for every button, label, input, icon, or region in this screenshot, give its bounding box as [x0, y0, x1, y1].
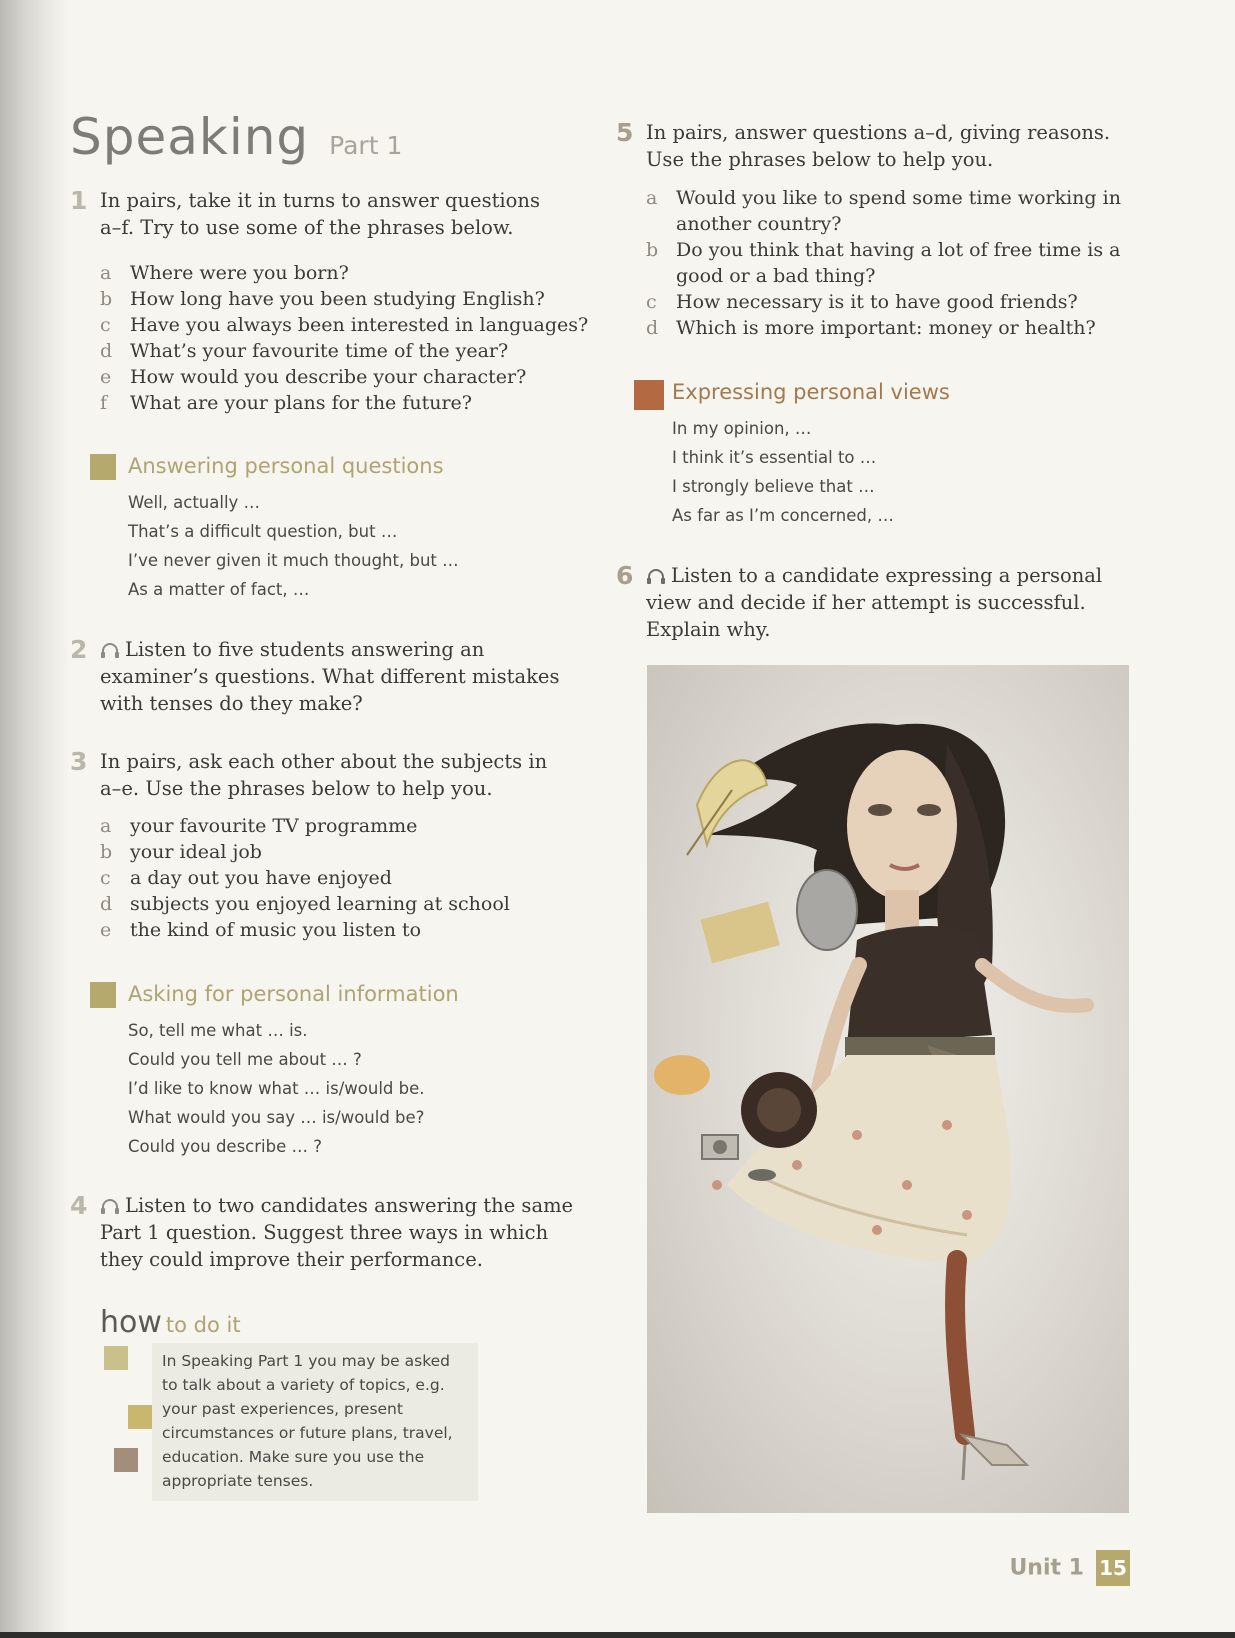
item-letter: b: [100, 288, 113, 310]
item-letter: d: [100, 340, 113, 362]
phrase: Could you describe … ?: [128, 1137, 322, 1156]
phrase: As far as I’m concerned, …: [672, 506, 894, 525]
item-letter: f: [100, 392, 108, 414]
item-letter: d: [646, 317, 659, 339]
todo-label: to do it: [165, 1313, 241, 1337]
item-text: What are your plans for the future?: [130, 392, 472, 414]
item-letter: d: [100, 893, 113, 915]
page-title-main: Speaking: [70, 108, 310, 166]
phrase-list: [128, 488, 459, 604]
task-number: 2: [70, 635, 88, 664]
how-label: how: [100, 1305, 162, 1340]
book-spine-shadow: [0, 0, 70, 1638]
list-item: [100, 390, 588, 416]
how-to-do-it-heading: [100, 1305, 460, 1340]
decor-square-icon: [104, 1346, 128, 1370]
item-text: the kind of music you listen to: [130, 919, 422, 941]
item-text: Which is more important: money or health?: [676, 317, 1096, 339]
item-letter: b: [646, 239, 659, 261]
item-letter: e: [100, 919, 112, 941]
phrase: In my opinion, …: [672, 419, 812, 438]
box-title: Asking for personal information: [128, 982, 459, 1006]
page-footer: [1009, 1550, 1130, 1586]
task-1-questions: [100, 260, 588, 416]
task-4: [70, 1192, 580, 1273]
item-letter: c: [646, 291, 657, 313]
page-title-part: Part 1: [329, 131, 403, 160]
headphones-icon: [100, 642, 120, 658]
phrase: What would you say … is/would be?: [128, 1108, 425, 1127]
task-instruction: In pairs, take it in turns to answer questions a–f. Try to use some of the phrases below.: [100, 189, 540, 239]
headphones-icon: [100, 1198, 120, 1214]
item-letter: b: [100, 841, 113, 863]
phrase: So, tell me what … is.: [128, 1021, 308, 1040]
task-instruction: [646, 562, 1136, 643]
phrase: That’s a difficult question, but …: [128, 522, 398, 541]
list-item: [100, 839, 510, 865]
task-instruction: In pairs, answer questions a–d, giving reasons. Use the phrases below to help you.: [646, 121, 1111, 171]
list-item: [100, 286, 588, 312]
item-text: your favourite TV programme: [130, 815, 418, 837]
phrase-box-asking: [90, 980, 459, 1161]
item-letter: e: [100, 366, 112, 388]
page-number: 15: [1096, 1550, 1130, 1586]
list-item: [100, 917, 510, 943]
list-item: [100, 364, 588, 390]
headphones-icon: [646, 568, 666, 584]
phrase-box-answering: [90, 452, 459, 604]
box-title: Expressing personal views: [672, 380, 950, 404]
item-letter: a: [100, 262, 112, 284]
list-item: [100, 865, 510, 891]
task-number: 6: [616, 561, 634, 590]
item-letter: c: [100, 867, 111, 889]
list-item: [100, 891, 510, 917]
phrase: As a matter of fact, …: [128, 580, 310, 599]
phrase: I’d like to know what … is/would be.: [128, 1079, 425, 1098]
phrase: I strongly believe that …: [672, 477, 875, 496]
phrase: Well, actually …: [128, 493, 261, 512]
item-text: Do you think that having a lot of free time is a good or a bad thing?: [676, 239, 1121, 287]
task-5-questions: [646, 185, 1126, 341]
decor-square-icon: [114, 1448, 138, 1472]
decor-square-icon: [128, 1405, 152, 1429]
task-6: [616, 562, 1136, 643]
task-number: 4: [70, 1191, 88, 1220]
list-item: [646, 315, 1126, 341]
task-instruction-text: Listen to two candidates answering the same Part 1 question. Suggest three ways in which they could improve their performance.: [100, 1194, 574, 1271]
item-letter: c: [100, 314, 111, 336]
task-2: [70, 636, 580, 717]
item-text: subjects you enjoyed learning at school: [130, 893, 510, 915]
list-item: [100, 338, 588, 364]
page-bottom-edge: [0, 1632, 1235, 1638]
phrase-box-expressing: [634, 378, 950, 530]
item-text: Where were you born?: [130, 262, 349, 284]
task-number: 1: [70, 186, 88, 215]
box-square-icon: [90, 454, 116, 480]
task-3: [70, 748, 570, 802]
task-number: 3: [70, 747, 88, 776]
task-instruction: [100, 1192, 580, 1273]
list-item: [646, 289, 1126, 315]
item-letter: a: [646, 187, 658, 209]
item-text: How would you describe your character?: [130, 366, 527, 388]
item-text: What’s your favourite time of the year?: [130, 340, 509, 362]
phrase: I’ve never given it much thought, but …: [128, 551, 459, 570]
phrase: I think it’s essential to …: [672, 448, 877, 467]
item-text: a day out you have enjoyed: [130, 867, 392, 889]
unit-label: Unit 1: [1009, 1555, 1084, 1581]
phrase: Could you tell me about … ?: [128, 1050, 362, 1069]
list-item: [100, 312, 588, 338]
item-text: your ideal job: [130, 841, 262, 863]
item-text: Would you like to spend some time working in another country?: [676, 187, 1121, 235]
task-3-subjects: [100, 813, 510, 943]
page-title: [70, 108, 402, 166]
task-instruction: [100, 636, 580, 717]
task-1: [70, 187, 550, 241]
woman-illustration-image: [647, 665, 1129, 1513]
illustration-woman: [647, 665, 1129, 1513]
task-instruction: In pairs, ask each other about the subjects in a–e. Use the phrases below to help you.: [100, 750, 548, 800]
list-item: [646, 237, 1126, 289]
task-number: 5: [616, 118, 634, 147]
list-item: [100, 260, 588, 286]
task-instruction-text: Listen to a candidate expressing a personal view and decide if her attempt is successful. Explain why.: [646, 564, 1103, 641]
phrase-list: [128, 1016, 459, 1161]
item-letter: a: [100, 815, 112, 837]
box-square-icon: [634, 380, 664, 410]
item-text: Have you always been interested in languages?: [130, 314, 589, 336]
item-text: How necessary is it to have good friends?: [676, 291, 1078, 313]
task-5: [616, 119, 1136, 173]
box-title: Answering personal questions: [128, 454, 444, 478]
list-item: [646, 185, 1126, 237]
how-to-tip-text: In Speaking Part 1 you may be asked to talk about a variety of topics, e.g. your past experiences, present circumstances or future plans, travel, education. Make sure you use the appropriate tenses.: [152, 1343, 478, 1501]
box-square-icon: [90, 982, 116, 1008]
task-instruction-text: Listen to five students answering an examiner’s questions. What different mistakes with tenses do they make?: [100, 638, 560, 715]
phrase-list: [672, 414, 950, 530]
item-text: How long have you been studying English?: [130, 288, 545, 310]
list-item: [100, 813, 510, 839]
